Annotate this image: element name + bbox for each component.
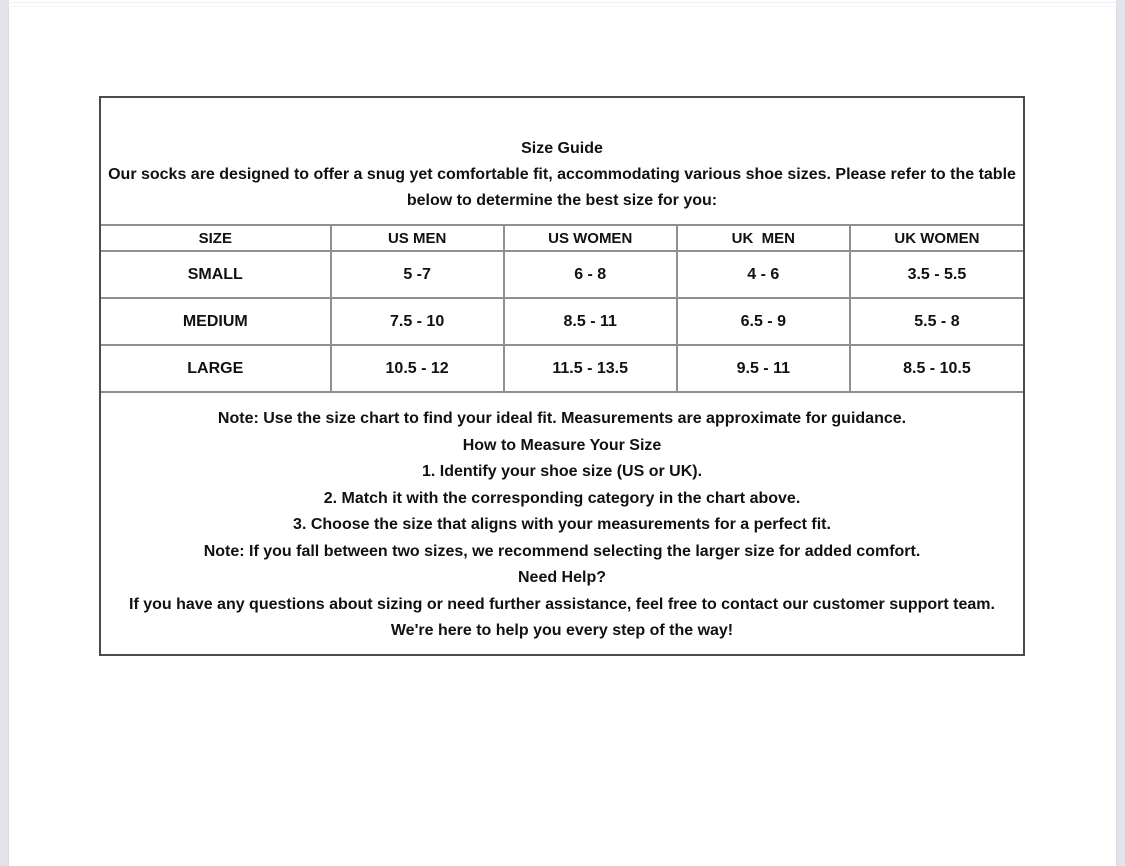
cell-us-women: 6 - 8 bbox=[504, 251, 677, 298]
column-header-us-women: US WOMEN bbox=[504, 225, 677, 251]
size-guide-header bbox=[101, 98, 1023, 224]
cell-uk-women: 5.5 - 8 bbox=[850, 298, 1023, 345]
note-guidance: Note: Use the size chart to find your ideal fit. Measurements are approximate for guidance. bbox=[217, 410, 907, 427]
page-right-edge bbox=[1116, 0, 1125, 866]
table-row-small bbox=[101, 251, 1023, 298]
need-help-title: Need Help? bbox=[517, 569, 606, 586]
cell-uk-men: 4 - 6 bbox=[677, 251, 850, 298]
intro-text: Our socks are designed to offer a snug yet comfortable fit, accommodating various shoe sizes. Please refer to the table below to determine the best size for you: bbox=[108, 166, 1016, 209]
cell-uk-men: 9.5 - 11 bbox=[677, 345, 850, 392]
support-text: If you have any questions about sizing or need further assistance, feel free to contact our customer support team. We're here to help you every step of the way! bbox=[129, 595, 995, 639]
measure-step-3: 3. Choose the size that aligns with your measurements for a perfect fit. bbox=[293, 516, 831, 533]
cell-us-men: 10.5 - 12 bbox=[331, 345, 504, 392]
cell-uk-women: 3.5 - 5.5 bbox=[850, 251, 1023, 298]
how-to-measure-title: How to Measure Your Size bbox=[462, 436, 662, 454]
table-header-row bbox=[101, 225, 1023, 251]
size-guide-panel bbox=[99, 96, 1025, 656]
column-header-us-men: US MEN bbox=[331, 225, 504, 251]
cell-uk-women: 8.5 - 10.5 bbox=[850, 345, 1023, 392]
cell-us-men: 5 -7 bbox=[331, 251, 504, 298]
cell-size-label: SMALL bbox=[101, 251, 331, 298]
column-header-uk-women: UK WOMEN bbox=[850, 225, 1023, 251]
cell-size-label: MEDIUM bbox=[101, 298, 331, 345]
notes-section bbox=[101, 393, 1023, 645]
table-row-large bbox=[101, 345, 1023, 392]
column-header-size: SIZE bbox=[101, 225, 331, 251]
table-row-medium bbox=[101, 298, 1023, 345]
cell-us-men: 7.5 - 10 bbox=[331, 298, 504, 345]
cell-uk-men: 6.5 - 9 bbox=[677, 298, 850, 345]
page-title: Size Guide bbox=[521, 140, 603, 157]
measure-step-1: 1. Identify your shoe size (US or UK). bbox=[421, 463, 703, 480]
page-left-edge bbox=[0, 0, 9, 866]
note-between-sizes: Note: If you fall between two sizes, we recommend selecting the larger size for added comfort. bbox=[203, 542, 921, 560]
measure-step-2: 2. Match it with the corresponding category in the chart above. bbox=[323, 489, 801, 507]
cell-size-label: LARGE bbox=[101, 345, 331, 392]
cell-us-women: 8.5 - 11 bbox=[504, 298, 677, 345]
page-top-divider bbox=[8, 2, 1117, 7]
column-header-uk-men: UK MEN bbox=[677, 225, 850, 251]
size-table bbox=[101, 224, 1023, 393]
cell-us-women: 11.5 - 13.5 bbox=[504, 345, 677, 392]
